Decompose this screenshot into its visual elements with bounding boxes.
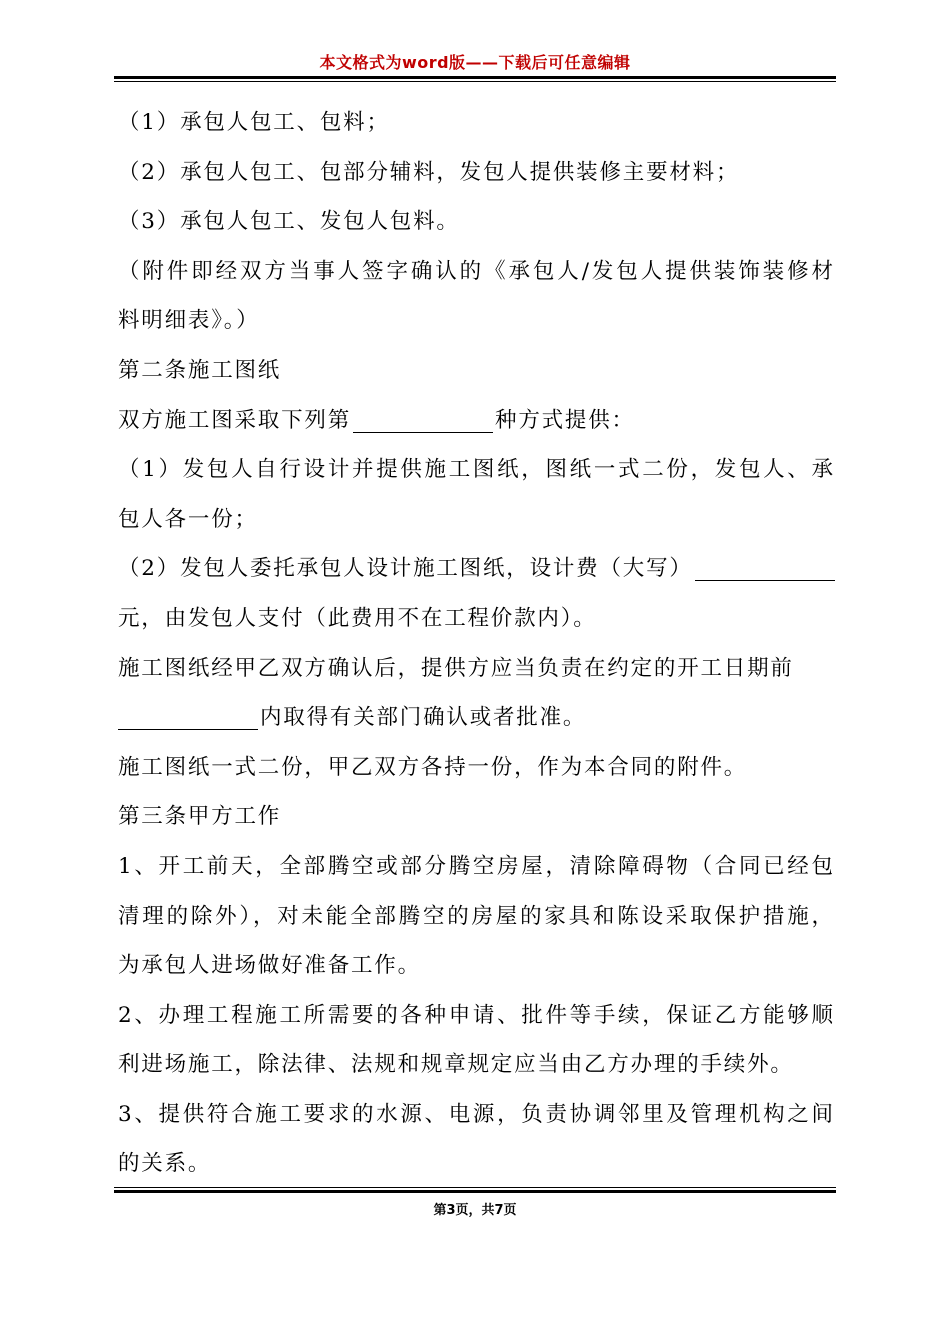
- paragraph-line: [118, 544, 833, 594]
- paragraph-line: 利进场施工，除法律、法规和规章规定应当由乙方办理的手续外。: [118, 1052, 794, 1078]
- text-segment: 内取得有关部门确认或者批准。: [260, 705, 587, 731]
- paragraph-line: 元，由发包人支付（此费用不在工程价款内）。: [118, 605, 597, 631]
- paragraph-line: 清理的除外），对未能全部腾空的房屋的家具和陈设采取保护措施，: [118, 903, 833, 929]
- fill-in-blank: [353, 402, 493, 433]
- text-segment: （2）发包人委托承包人设计施工图纸，设计费（大写）: [118, 556, 693, 582]
- paragraph-line: （1）发包人自行设计并提供施工图纸，图纸一式二份，发包人、承: [118, 457, 833, 483]
- paragraph-line: （1）承包人包工、包料；: [118, 110, 390, 135]
- section-heading: 第三条甲方工作: [118, 804, 282, 830]
- paragraph-line: （附件即经双方当事人签字确认的《承包人/发包人提供装饰装修材: [118, 258, 833, 284]
- section-heading: 第二条施工图纸: [118, 357, 282, 383]
- paragraph-line: 1、开工前天，全部腾空或部分腾空房屋，清除障碍物（合同已经包: [118, 853, 833, 879]
- fill-in-blank: [695, 550, 835, 581]
- paragraph-line: 3、提供符合施工要求的水源、电源，负责协调邻里及管理机构之间: [118, 1101, 833, 1127]
- paragraph-line: 施工图纸经甲乙双方确认后，提供方应当负责在约定的开工日期前: [118, 655, 794, 681]
- paragraph-line: 为承包人进场做好准备工作。: [118, 953, 421, 979]
- footer-rule: [114, 1187, 836, 1193]
- paragraph-line: （3）承包人包工、发包人包料。: [118, 209, 460, 235]
- paragraph-line: 2、办理工程施工所需要的各种申请、批件等手续，保证乙方能够顺: [118, 1002, 833, 1028]
- paragraph-line: 的关系。: [118, 1151, 212, 1177]
- paragraph-line: 料明细表》。）: [118, 308, 260, 334]
- header-rule: [114, 76, 836, 82]
- header-note: 本文格式为word版——下载后可任意编辑: [319, 53, 631, 72]
- text-segment: 种方式提供：: [495, 407, 635, 433]
- text-segment: 双方施工图采取下列第: [118, 407, 352, 433]
- fill-in-blank: [118, 699, 258, 730]
- paragraph-line: [118, 396, 833, 446]
- paragraph-line: 包人各一份；: [118, 506, 258, 532]
- paragraph-line: [118, 693, 833, 743]
- paragraph-line: 施工图纸一式二份，甲乙双方各持一份，作为本合同的附件。: [118, 754, 748, 780]
- document-body: [118, 98, 833, 1189]
- paragraph-line: （2）承包人包工、包部分辅料，发包人提供装修主要材料；: [118, 159, 740, 185]
- page-number: 第3页，共7页: [433, 1203, 517, 1218]
